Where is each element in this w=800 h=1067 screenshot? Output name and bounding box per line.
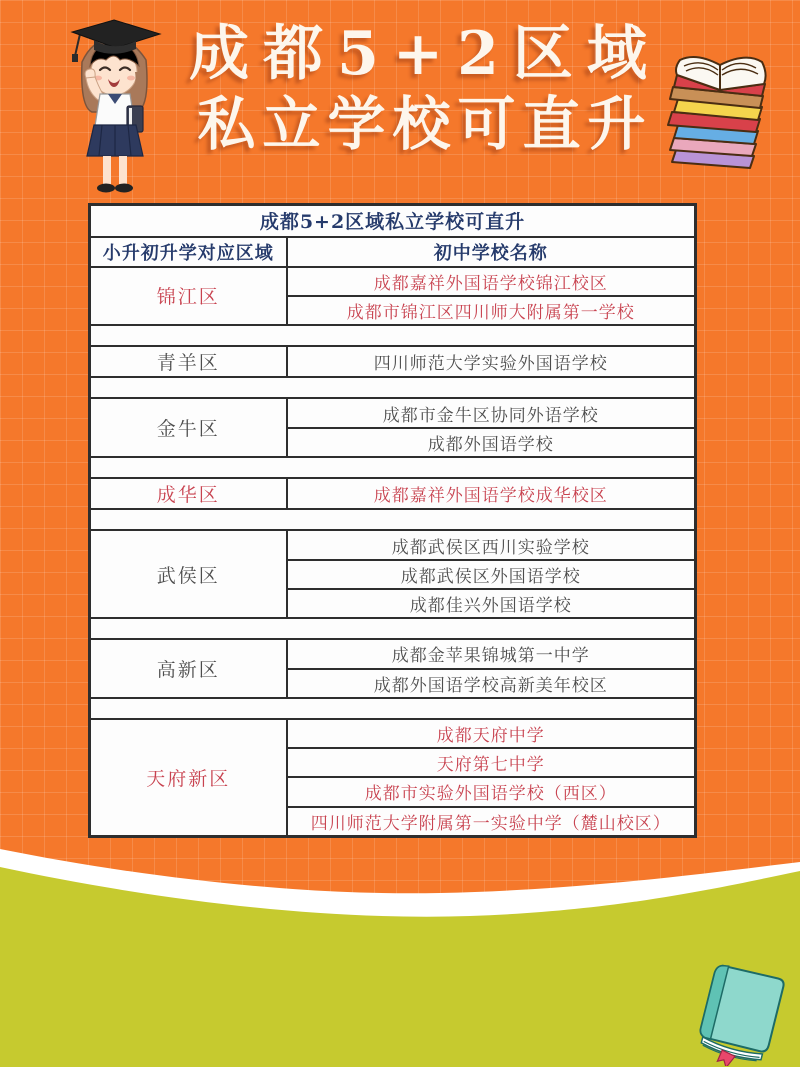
school-cell: 成都天府中学 xyxy=(287,719,696,748)
district-cell: 青羊区 xyxy=(90,346,287,377)
school-cell: 成都佳兴外国语学校 xyxy=(287,589,696,618)
school-row xyxy=(90,639,696,668)
district-cell: 天府新区 xyxy=(90,719,287,837)
table-title-row xyxy=(90,205,696,237)
district-cell: 锦江区 xyxy=(90,267,287,325)
school-row xyxy=(90,478,696,509)
school-cell: 成都市金牛区协同外语学校 xyxy=(287,398,696,427)
teal-book-icon xyxy=(688,958,798,1066)
district-cell: 金牛区 xyxy=(90,398,287,456)
spacer-row xyxy=(90,377,696,398)
school-row xyxy=(90,398,696,427)
column-header-school: 初中学校名称 xyxy=(287,237,696,267)
school-cell: 成都市锦江区四川师大附属第一学校 xyxy=(287,296,696,325)
spacer-row xyxy=(90,325,696,346)
spacer-row xyxy=(90,509,696,530)
school-row xyxy=(90,267,696,296)
spacer-row xyxy=(90,698,696,719)
school-cell: 天府第七中学 xyxy=(287,748,696,777)
table-title: 成都5+2区域私立学校可直升 xyxy=(90,205,696,237)
school-cell: 成都嘉祥外国语学校成华校区 xyxy=(287,478,696,509)
school-cell: 四川师范大学实验外国语学校 xyxy=(287,346,696,377)
district-cell: 成华区 xyxy=(90,478,287,509)
spacer-row xyxy=(90,457,696,478)
column-header-district: 小升初升学对应区域 xyxy=(90,237,287,267)
school-cell: 四川师范大学附属第一实验中学（麓山校区） xyxy=(287,807,696,837)
school-cell: 成都金苹果锦城第一中学 xyxy=(287,639,696,668)
school-row xyxy=(90,530,696,559)
table-header-row xyxy=(90,237,696,267)
school-table-body xyxy=(90,267,696,837)
school-table xyxy=(88,203,697,838)
school-cell: 成都外国语学校 xyxy=(287,428,696,457)
spacer-row xyxy=(90,618,696,639)
school-cell: 成都外国语学校高新美年校区 xyxy=(287,669,696,698)
school-cell: 成都市实验外国语学校（西区） xyxy=(287,777,696,806)
district-cell: 高新区 xyxy=(90,639,287,697)
school-row xyxy=(90,346,696,377)
bottom-wave-decoration xyxy=(0,835,800,1067)
school-cell: 成都武侯区西川实验学校 xyxy=(287,530,696,559)
graduate-girl-illustration xyxy=(42,12,187,202)
school-cell: 成都嘉祥外国语学校锦江校区 xyxy=(287,267,696,296)
page-title-line-1: 成都5+2区域 xyxy=(189,19,661,89)
school-row xyxy=(90,719,696,748)
school-cell: 成都武侯区外国语学校 xyxy=(287,560,696,589)
books-stack-icon xyxy=(650,50,790,180)
page-title-line-2: 私立学校可直升 xyxy=(197,89,653,158)
district-cell: 武侯区 xyxy=(90,530,287,618)
